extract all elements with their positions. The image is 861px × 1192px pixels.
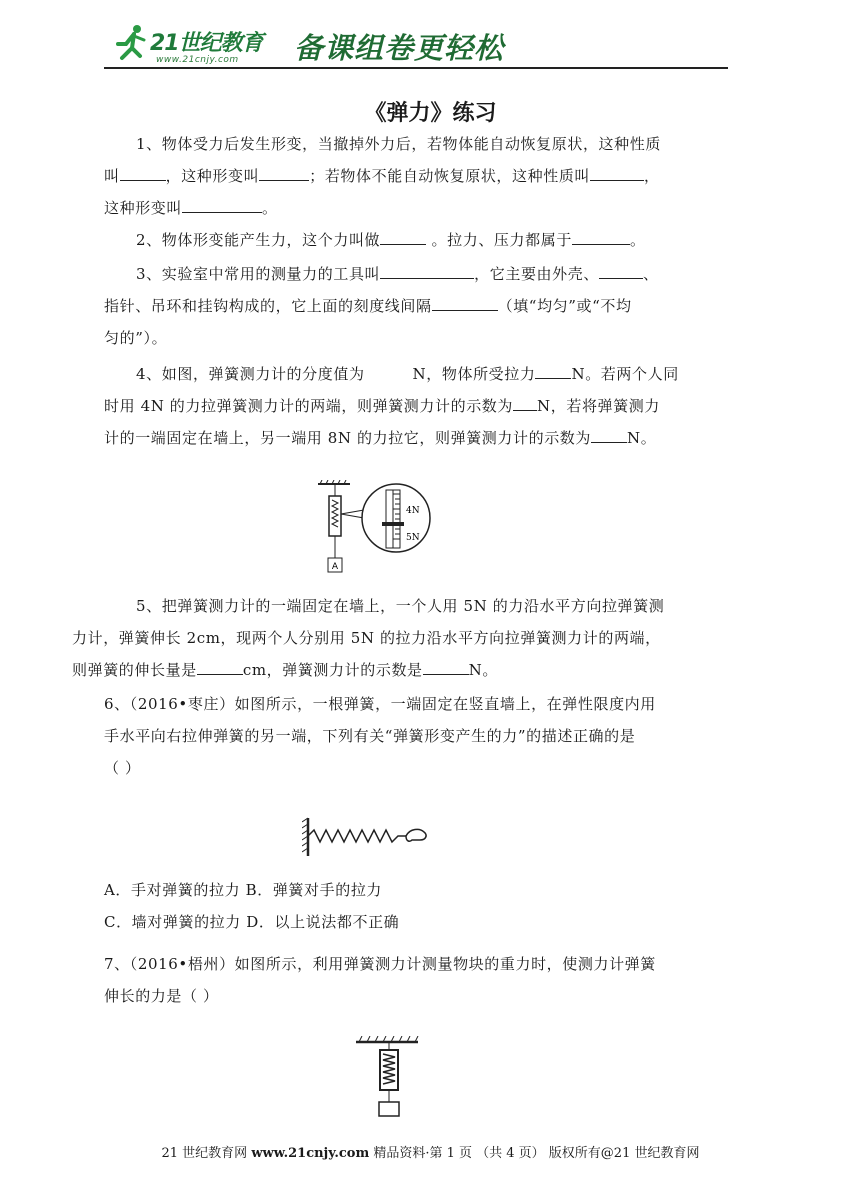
- footer-url-link[interactable]: www.21cnjy.com: [251, 1146, 370, 1161]
- page-header: [104, 18, 728, 70]
- question-5: [72, 590, 752, 686]
- answer-blank[interactable]: [380, 228, 426, 245]
- tick-label-4n: 4N: [406, 506, 420, 516]
- answer-blank[interactable]: [197, 658, 243, 675]
- wall-icon: [302, 818, 308, 856]
- ceiling-mount-icon: [318, 480, 350, 484]
- q4-text: N，若将弹簧测力: [537, 397, 660, 415]
- q5-text: N。: [468, 661, 498, 679]
- answer-blank[interactable]: [423, 658, 469, 675]
- q5-text: 则弹簧的伸长量是: [72, 661, 197, 679]
- hand-icon: [406, 829, 426, 841]
- q3-text: 、: [642, 265, 659, 283]
- q4-text: 计的一端固定在墙上，另一端用 8N 的力拉它，则弹簧测力计的示数为: [104, 429, 592, 447]
- answer-blank[interactable]: [572, 228, 630, 245]
- q5-text: 力计，弹簧伸长 2cm，现两个人分别用 5N 的拉力沿水平方向拉弹簧测力计的两端，: [72, 629, 661, 647]
- answer-bracket[interactable]: （ ）: [104, 759, 141, 777]
- footer-page-info: 精品资料·第 1 页 （共 4 页） 版权所有@21 世纪教育网: [373, 1146, 700, 1161]
- answer-blank[interactable]: [182, 196, 262, 213]
- q3-text: 3、实验室中常用的测量力的工具叫: [136, 265, 381, 283]
- logo-text: 21世纪教育: [150, 31, 263, 56]
- hanging-scale-figure: [354, 1036, 424, 1120]
- answer-blank[interactable]: [590, 164, 644, 181]
- answer-blank[interactable]: [259, 164, 309, 181]
- block-label: A: [331, 562, 339, 572]
- option-line[interactable]: A．手对弹簧的拉力 B．弹簧对手的拉力: [104, 881, 383, 899]
- header-slogan: 备课组卷更轻松: [294, 31, 505, 65]
- answer-blank[interactable]: [513, 394, 537, 411]
- wall-spring-figure: [302, 816, 432, 858]
- option-line[interactable]: C．墙对弹簧的拉力 D．以上说法都不正确: [104, 913, 400, 931]
- q1-text: 1、物体受力后发生形变，当撤掉外力后，若物体能自动恢复原状，这种性质: [136, 135, 661, 153]
- q6-text: 手水平向右拉伸弹簧的另一端，下列有关“弹簧形变产生的力”的描述正确的是: [104, 727, 636, 745]
- question-7: [104, 948, 752, 1012]
- question-2: [104, 224, 752, 256]
- q1-text: ；若物体不能自动恢复原状，这种性质叫: [309, 167, 591, 185]
- block: [379, 1102, 399, 1116]
- q5-text: cm，弹簧测力计的示数是: [242, 661, 423, 679]
- footer-site-name: 21 世纪教育网: [161, 1146, 248, 1161]
- answer-blank[interactable]: [380, 262, 474, 279]
- answer-blank[interactable]: [599, 262, 643, 279]
- q5-text: 5、把弹簧测力计的一端固定在墙上，一个人用 5N 的力沿水平方向拉弹簧测: [136, 597, 665, 615]
- spring-scale-figure: [316, 480, 456, 576]
- q7-text: 伸长的力是（ ）: [104, 987, 219, 1005]
- tick-label-5n: 5N: [406, 533, 420, 543]
- ceiling-mount-icon: [356, 1036, 418, 1042]
- q3-text: 指针、吊环和挂钩构成的，它上面的刻度线间隔: [104, 297, 432, 315]
- q1-text: ，: [644, 167, 660, 185]
- q4-text: N，物体所受拉力: [412, 365, 536, 383]
- q4-text: N。若两个人同: [571, 365, 679, 383]
- q2-text: 。拉力、压力都属于: [426, 231, 572, 249]
- q4-text: 4、如图，弹簧测力计的分度值为: [136, 365, 365, 383]
- q1-text: 叫: [104, 167, 120, 185]
- answer-blank[interactable]: [120, 164, 166, 181]
- q1-text: 。: [262, 199, 278, 217]
- q2-text: 。: [629, 231, 646, 249]
- answer-blank[interactable]: [432, 294, 498, 311]
- q2-text: 2、物体形变能产生力，这个力叫做: [136, 231, 381, 249]
- q1-text: 这种形变叫: [104, 199, 183, 217]
- question-1: [104, 128, 752, 224]
- q1-text: ，这种形变叫: [165, 167, 260, 185]
- q3-text: ，它主要由外壳、: [474, 265, 599, 283]
- question-3: [104, 258, 752, 354]
- q4-text: 时用 4N 的力拉弹簧测力计的两端，则弹簧测力计的示数为: [104, 397, 514, 415]
- q6-options: [104, 874, 752, 938]
- q6-text: 6、（2016•枣庄）如图所示，一根弹簧，一端固定在竖直墙上，在弹性限度内用: [104, 695, 656, 713]
- q4-text: N。: [627, 429, 657, 447]
- runner-logo-icon: [112, 22, 152, 62]
- question-6: [104, 688, 752, 784]
- header-divider: [104, 67, 728, 69]
- answer-blank[interactable]: [535, 362, 571, 379]
- page-title: 《弹力》练习: [364, 101, 497, 126]
- logo-url: www.21cnjy.com: [156, 55, 239, 65]
- question-4: [104, 358, 752, 454]
- page-footer: [0, 1142, 861, 1161]
- q3-text: （填“均匀”或“不均: [497, 297, 632, 315]
- q3-text: 匀的”）。: [104, 329, 168, 347]
- answer-blank[interactable]: [591, 426, 627, 443]
- spring: [308, 830, 406, 842]
- q7-text: 7、（2016•梧州）如图所示，利用弹簧测力计测量物块的重力时，使测力计弹簧: [104, 955, 656, 973]
